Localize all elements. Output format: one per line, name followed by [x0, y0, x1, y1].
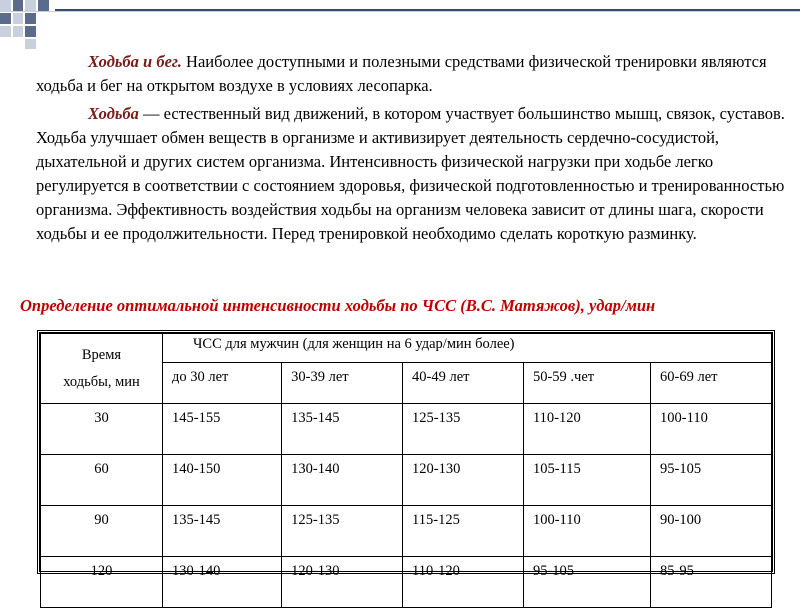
- hr-cell: 125-135: [282, 506, 403, 557]
- time-column-header: [41, 334, 163, 404]
- age-column-header: до 30 лет: [163, 363, 282, 404]
- time-cell: 30: [41, 404, 163, 455]
- paragraph-text: — естественный вид движений, в котором участвует большинство мышц, связок, суставов. Ходьба улучшает обмен веществ в организме и активизирует деятельность сердечно-сосудистой, дыхательной и других систем организма. Интенсивность физической нагрузки при ходьбе легко регулируется в соответствии с состоянием здоровья, физической подготовленностью и тренированностью организма. Эффективность воздействия ходьбы на организм человека зависит от длины шага, скорости ходьбы и ее продолжительности. Перед тренировкой необходимо сделать короткую разминку.: [36, 104, 785, 243]
- hr-cell: 110-120: [523, 404, 650, 455]
- header-rule-light: [0, 11, 800, 12]
- deco-square: [13, 13, 23, 24]
- table-header-row: [41, 334, 772, 363]
- deco-square: [0, 26, 11, 37]
- hr-cell: 85-95: [651, 557, 772, 608]
- hr-cell: 145-155: [163, 404, 282, 455]
- hr-cell: 100-110: [651, 404, 772, 455]
- body-text: [36, 50, 788, 246]
- deco-square: [13, 0, 23, 11]
- paragraph-text: Наиболее доступными и полезными средствами физической тренировки являются ходьба и бег на открытом воздухе в условиях лесопарка.: [36, 52, 767, 95]
- table-row: [41, 506, 772, 557]
- age-column-header: 50-59 .чет: [523, 363, 650, 404]
- hr-cell: 135-145: [282, 404, 403, 455]
- hr-cell: 125-135: [403, 404, 524, 455]
- age-column-header: 60-69 лет: [651, 363, 772, 404]
- deco-square: [0, 0, 11, 11]
- paragraph-walking: [36, 102, 788, 246]
- hr-cell: 135-145: [163, 506, 282, 557]
- deco-square: [38, 0, 49, 11]
- hr-cell: 95-105: [651, 455, 772, 506]
- time-cell: 120: [41, 557, 163, 608]
- table-title: Определение оптимальной интенсивности ходьбы по ЧСС (В.С. Матяжов), удар/мин: [20, 296, 656, 315]
- age-column-header: 40-49 лет: [403, 363, 524, 404]
- hr-cell: 120-130: [403, 455, 524, 506]
- deco-square: [0, 13, 11, 24]
- time-header-line2: ходьбы, мин: [63, 374, 140, 390]
- table-row: [41, 455, 772, 506]
- deco-square: [25, 39, 36, 49]
- hr-cell: 140-150: [163, 455, 282, 506]
- table-row: [41, 404, 772, 455]
- hr-cell: 100-110: [523, 506, 650, 557]
- hr-cell: 115-125: [403, 506, 524, 557]
- hr-cell: 95-105: [523, 557, 650, 608]
- paragraph-lead: Ходьба и бег.: [88, 52, 182, 71]
- group-header: ЧСС для мужчин (для женщин на 6 удар/мин более): [163, 334, 772, 363]
- heart-rate-table: [37, 330, 775, 579]
- paragraph-lead: Ходьба: [88, 104, 139, 123]
- deco-square: [25, 13, 36, 24]
- hr-cell: 130-140: [163, 557, 282, 608]
- hr-cell: 90-100: [651, 506, 772, 557]
- time-cell: 90: [41, 506, 163, 557]
- time-header-line1: Время: [81, 347, 122, 363]
- deco-square: [25, 26, 36, 37]
- hr-cell: 105-115: [523, 455, 650, 506]
- hr-cell: 110-120: [403, 557, 524, 608]
- paragraph-walking-running: [36, 50, 788, 98]
- hr-cell: 130-140: [282, 455, 403, 506]
- deco-square: [25, 0, 36, 11]
- time-cell: 60: [41, 455, 163, 506]
- age-column-header: 30-39 лет: [282, 363, 403, 404]
- deco-square: [13, 26, 23, 37]
- hr-cell: 120-130: [282, 557, 403, 608]
